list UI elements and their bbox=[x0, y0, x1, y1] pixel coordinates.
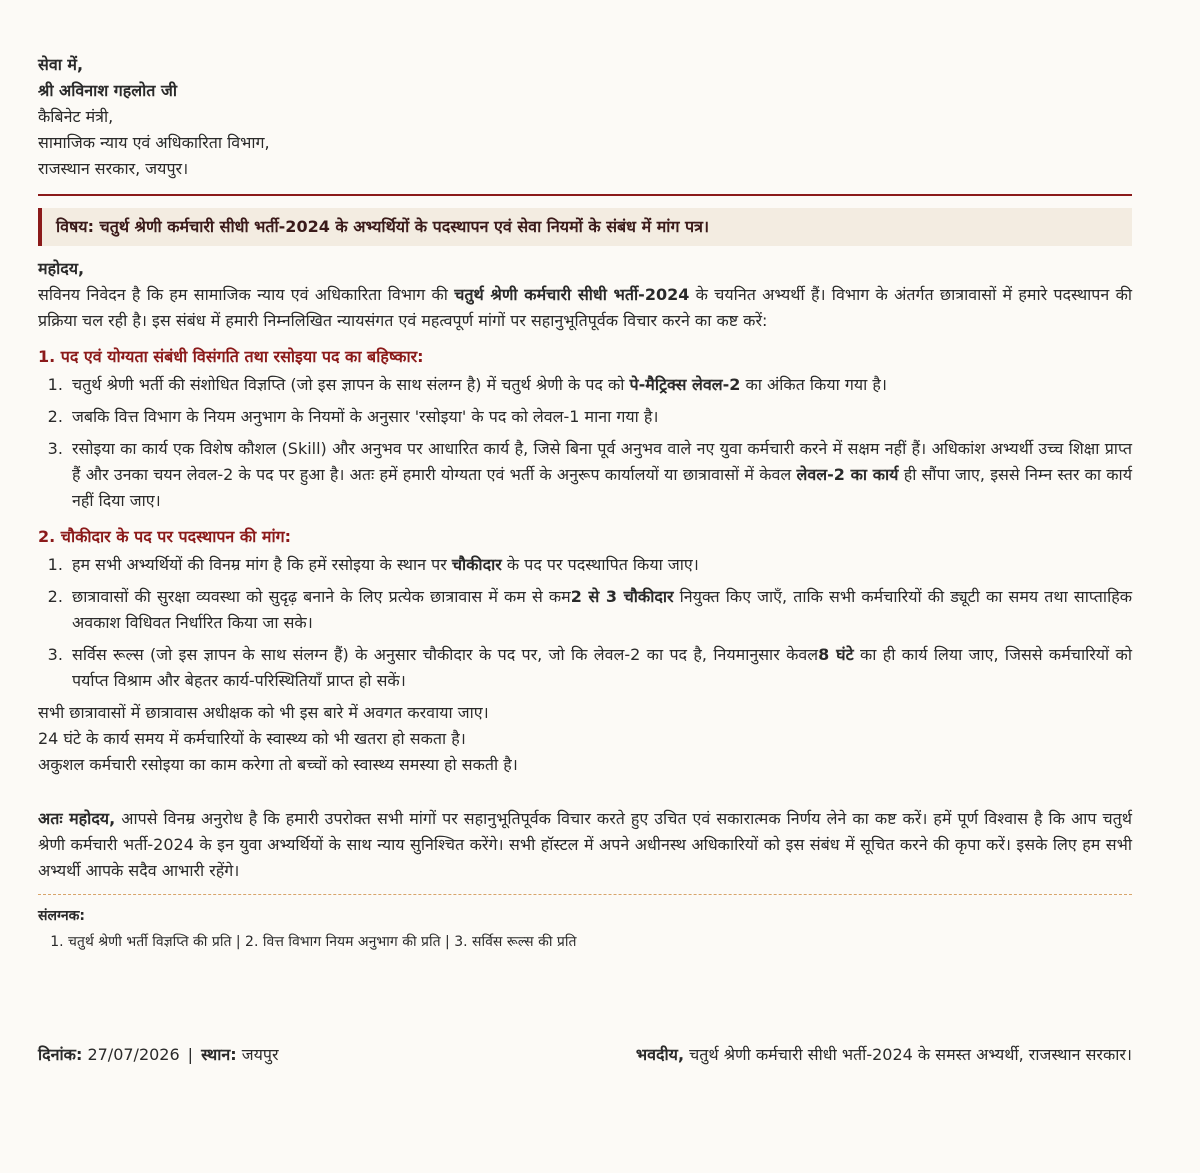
address-to: सेवा में, bbox=[38, 55, 84, 74]
list-item bbox=[68, 584, 1132, 636]
closing-highlight: अतः महोदय, bbox=[38, 809, 116, 828]
place-label: स्थान: bbox=[201, 1045, 237, 1064]
item-text: के पद पर पदस्थापित किया जाए। bbox=[501, 555, 699, 574]
note-line: अकुशल कर्मचारी रसोइया का काम करेगा तो बच्चों को स्वास्थ्य समस्या हो सकती है। bbox=[38, 755, 518, 774]
closing-text: आपसे विनम्र अनुरोध है कि हमारी उपरोक्त सभी मांगों पर सहानुभूतिपूर्वक विचार करते हुए उचित एवं सकारात्मक निर्णय लेने का कष्ट करें। हमें पूर्ण विश्वास है कि आप चतुर्थ श्रेणी कर्मचारी भर्ती-2024 के इन युवा अभ्यर्थियों के साथ न्याय सुनिश्चित करेंगे। सभी हॉस्टल में अपने अधीनस्थ अधिकारियों को इस संबंध में सूचित करने की कृपा करें। इसके लिए हम सभी अभ्यर्थी आपके सदैव आभारी रहेंगे। bbox=[38, 809, 1132, 880]
signature-text: चतुर्थ श्रेणी कर्मचारी सीधी भर्ती-2024 के समस्त अभ्यर्थी, राजस्थान सरकार। bbox=[684, 1045, 1132, 1064]
salutation: महोदय, bbox=[38, 259, 85, 278]
signature-label: भवदीय, bbox=[635, 1045, 685, 1064]
list-item bbox=[68, 642, 1132, 694]
note-line: सभी छात्रावासों में छात्रावास अधीक्षक को भी इस बारे में अवगत करवाया जाए। bbox=[38, 703, 489, 722]
list-item bbox=[68, 372, 1132, 398]
divider-red bbox=[38, 194, 1132, 196]
item-text: का ही कार्य लिया जाए, जिससे कर्मचारियों को पर्याप्त विश्राम और बेहतर कार्य-परिस्थितियाँ प्राप्त हो सकें। bbox=[72, 645, 1132, 690]
notes-block bbox=[38, 700, 1132, 778]
note-line: 24 घंटे के कार्य समय में कर्मचारियों के स्वास्थ्य को भी खतरा हो सकता है। bbox=[38, 729, 466, 748]
intro-paragraph bbox=[38, 282, 1132, 334]
date-place bbox=[38, 1043, 279, 1065]
item-text: छात्रावासों की सुरक्षा व्यवस्था को सुदृढ़ बनाने के लिए प्रत्येक छात्रावास में कम से कम bbox=[72, 587, 571, 606]
intro-text-1: सविनय निवेदन है कि हम सामाजिक न्याय एवं अधिकारिता विभाग की bbox=[38, 285, 455, 304]
recipient-designation: कैबिनेट मंत्री, bbox=[38, 107, 114, 126]
recipient-department: सामाजिक न्याय एवं अधिकारिता विभाग, bbox=[38, 133, 270, 152]
place-value: जयपुर bbox=[236, 1045, 279, 1064]
attachments-heading: संलग्नक: bbox=[38, 908, 86, 924]
item-highlight: लेवल-2 का कार्य bbox=[796, 465, 899, 484]
list-item bbox=[68, 436, 1132, 514]
item-highlight: चौकीदार bbox=[451, 555, 502, 574]
letter-body bbox=[38, 52, 1132, 955]
section2-list bbox=[38, 552, 1132, 694]
attachments-list bbox=[38, 929, 1132, 955]
intro-text-2: के चयनित अभ्यर्थी हैं। विभाग के अंतर्गत छात्रावासों में हमारे पदस्थापन की प्रक्रिया चल रही है। इस संबंध में हमारी निम्नलिखित न्यायसंगत एवं महत्वपूर्ण मांगों पर सहानुभूतिपूर्वक विचार करने का कष्ट करें: bbox=[38, 285, 1133, 330]
recipient-name: श्री अविनाश गहलोत जी bbox=[38, 81, 177, 100]
item-text: चतुर्थ श्रेणी भर्ती की संशोधित विज्ञप्ति (जो इस ज्ञापन के साथ संलग्न है) में चतुर्थ श्रेणी के पद को bbox=[72, 375, 630, 394]
address-block bbox=[38, 52, 1132, 182]
recipient-location: राजस्थान सरकार, जयपुर। bbox=[38, 159, 189, 178]
item-highlight: पे-मैट्रिक्स लेवल-2 bbox=[629, 375, 741, 394]
signature bbox=[636, 1043, 1132, 1065]
letter-footer bbox=[38, 1043, 1132, 1065]
section2-heading: 2. चौकीदार के पद पर पदस्थापन की मांग: bbox=[38, 527, 292, 546]
divider-dashed bbox=[38, 894, 1132, 895]
item-text: नियुक्त किए जाएँ, ताकि सभी कर्मचारियों की ड्यूटी का समय तथा साप्ताहिक अवकाश विधिवत निर्धारित किया जा सके। bbox=[72, 587, 1132, 632]
item-text: ही सौंपा जाए, इससे निम्न स्तर का कार्य नहीं दिया जाए। bbox=[72, 465, 1132, 510]
item-text: जबकि वित्त विभाग के नियम अनुभाग के नियमों के अनुसार 'रसोइया' के पद को लेवल-1 माना गया है। bbox=[72, 407, 659, 426]
section1-heading: 1. पद एवं योग्यता संबंधी विसंगति तथा रसोइया पद का बहिष्कार: bbox=[38, 347, 424, 366]
section1-list bbox=[38, 372, 1132, 514]
item-text: रसोइया का कार्य एक विशेष कौशल (Skill) और अनुभव पर आधारित कार्य है, जिसे बिना पूर्व अनुभव वाले नए युवा कर्मचारी करने में सक्षम नहीं हैं। अधिकांश अभ्यर्थी उच्च शिक्षा प्राप्त हैं और उनका चयन लेवल-2 के पद पर हुआ है। अतः हमें हमारी योग्यता एवं भर्ती के अनुरूप कार्यालयों या छात्रावासों में केवल bbox=[72, 439, 1132, 484]
separator: | bbox=[187, 1045, 194, 1064]
date-label: दिनांक: bbox=[38, 1045, 83, 1064]
item-highlight: 8 घंटे bbox=[818, 645, 854, 664]
intro-highlight: चतुर्थ श्रेणी कर्मचारी सीधी भर्ती-2024 bbox=[454, 285, 690, 304]
date-value: 27/07/2026 bbox=[82, 1045, 180, 1064]
list-item bbox=[68, 404, 1132, 430]
item-text: सर्विस रूल्स (जो इस ज्ञापन के साथ संलग्न हैं) के अनुसार चौकीदार के पद पर, जो कि लेवल-2 का पद है, नियमानुसार केवल bbox=[72, 645, 819, 664]
item-highlight: 2 से 3 चौकीदार bbox=[570, 587, 674, 606]
closing-paragraph bbox=[38, 806, 1132, 884]
subject-line: विषय: चतुर्थ श्रेणी कर्मचारी सीधी भर्ती-2024 के अभ्यर्थियों के पदस्थापन एवं सेवा नियमों के संबंध में मांग पत्र। bbox=[38, 208, 1132, 246]
list-item bbox=[68, 552, 1132, 578]
item-text: हम सभी अभ्यर्थियों की विनम्र मांग है कि हमें रसोइया के स्थान पर bbox=[72, 555, 452, 574]
list-item: 1. चतुर्थ श्रेणी भर्ती विज्ञप्ति की प्रति | 2. वित्त विभाग नियम अनुभाग की प्रति | 3. सर्विस रूल्स की प्रति bbox=[68, 929, 1132, 955]
item-text: का अंकित किया गया है। bbox=[740, 375, 887, 394]
